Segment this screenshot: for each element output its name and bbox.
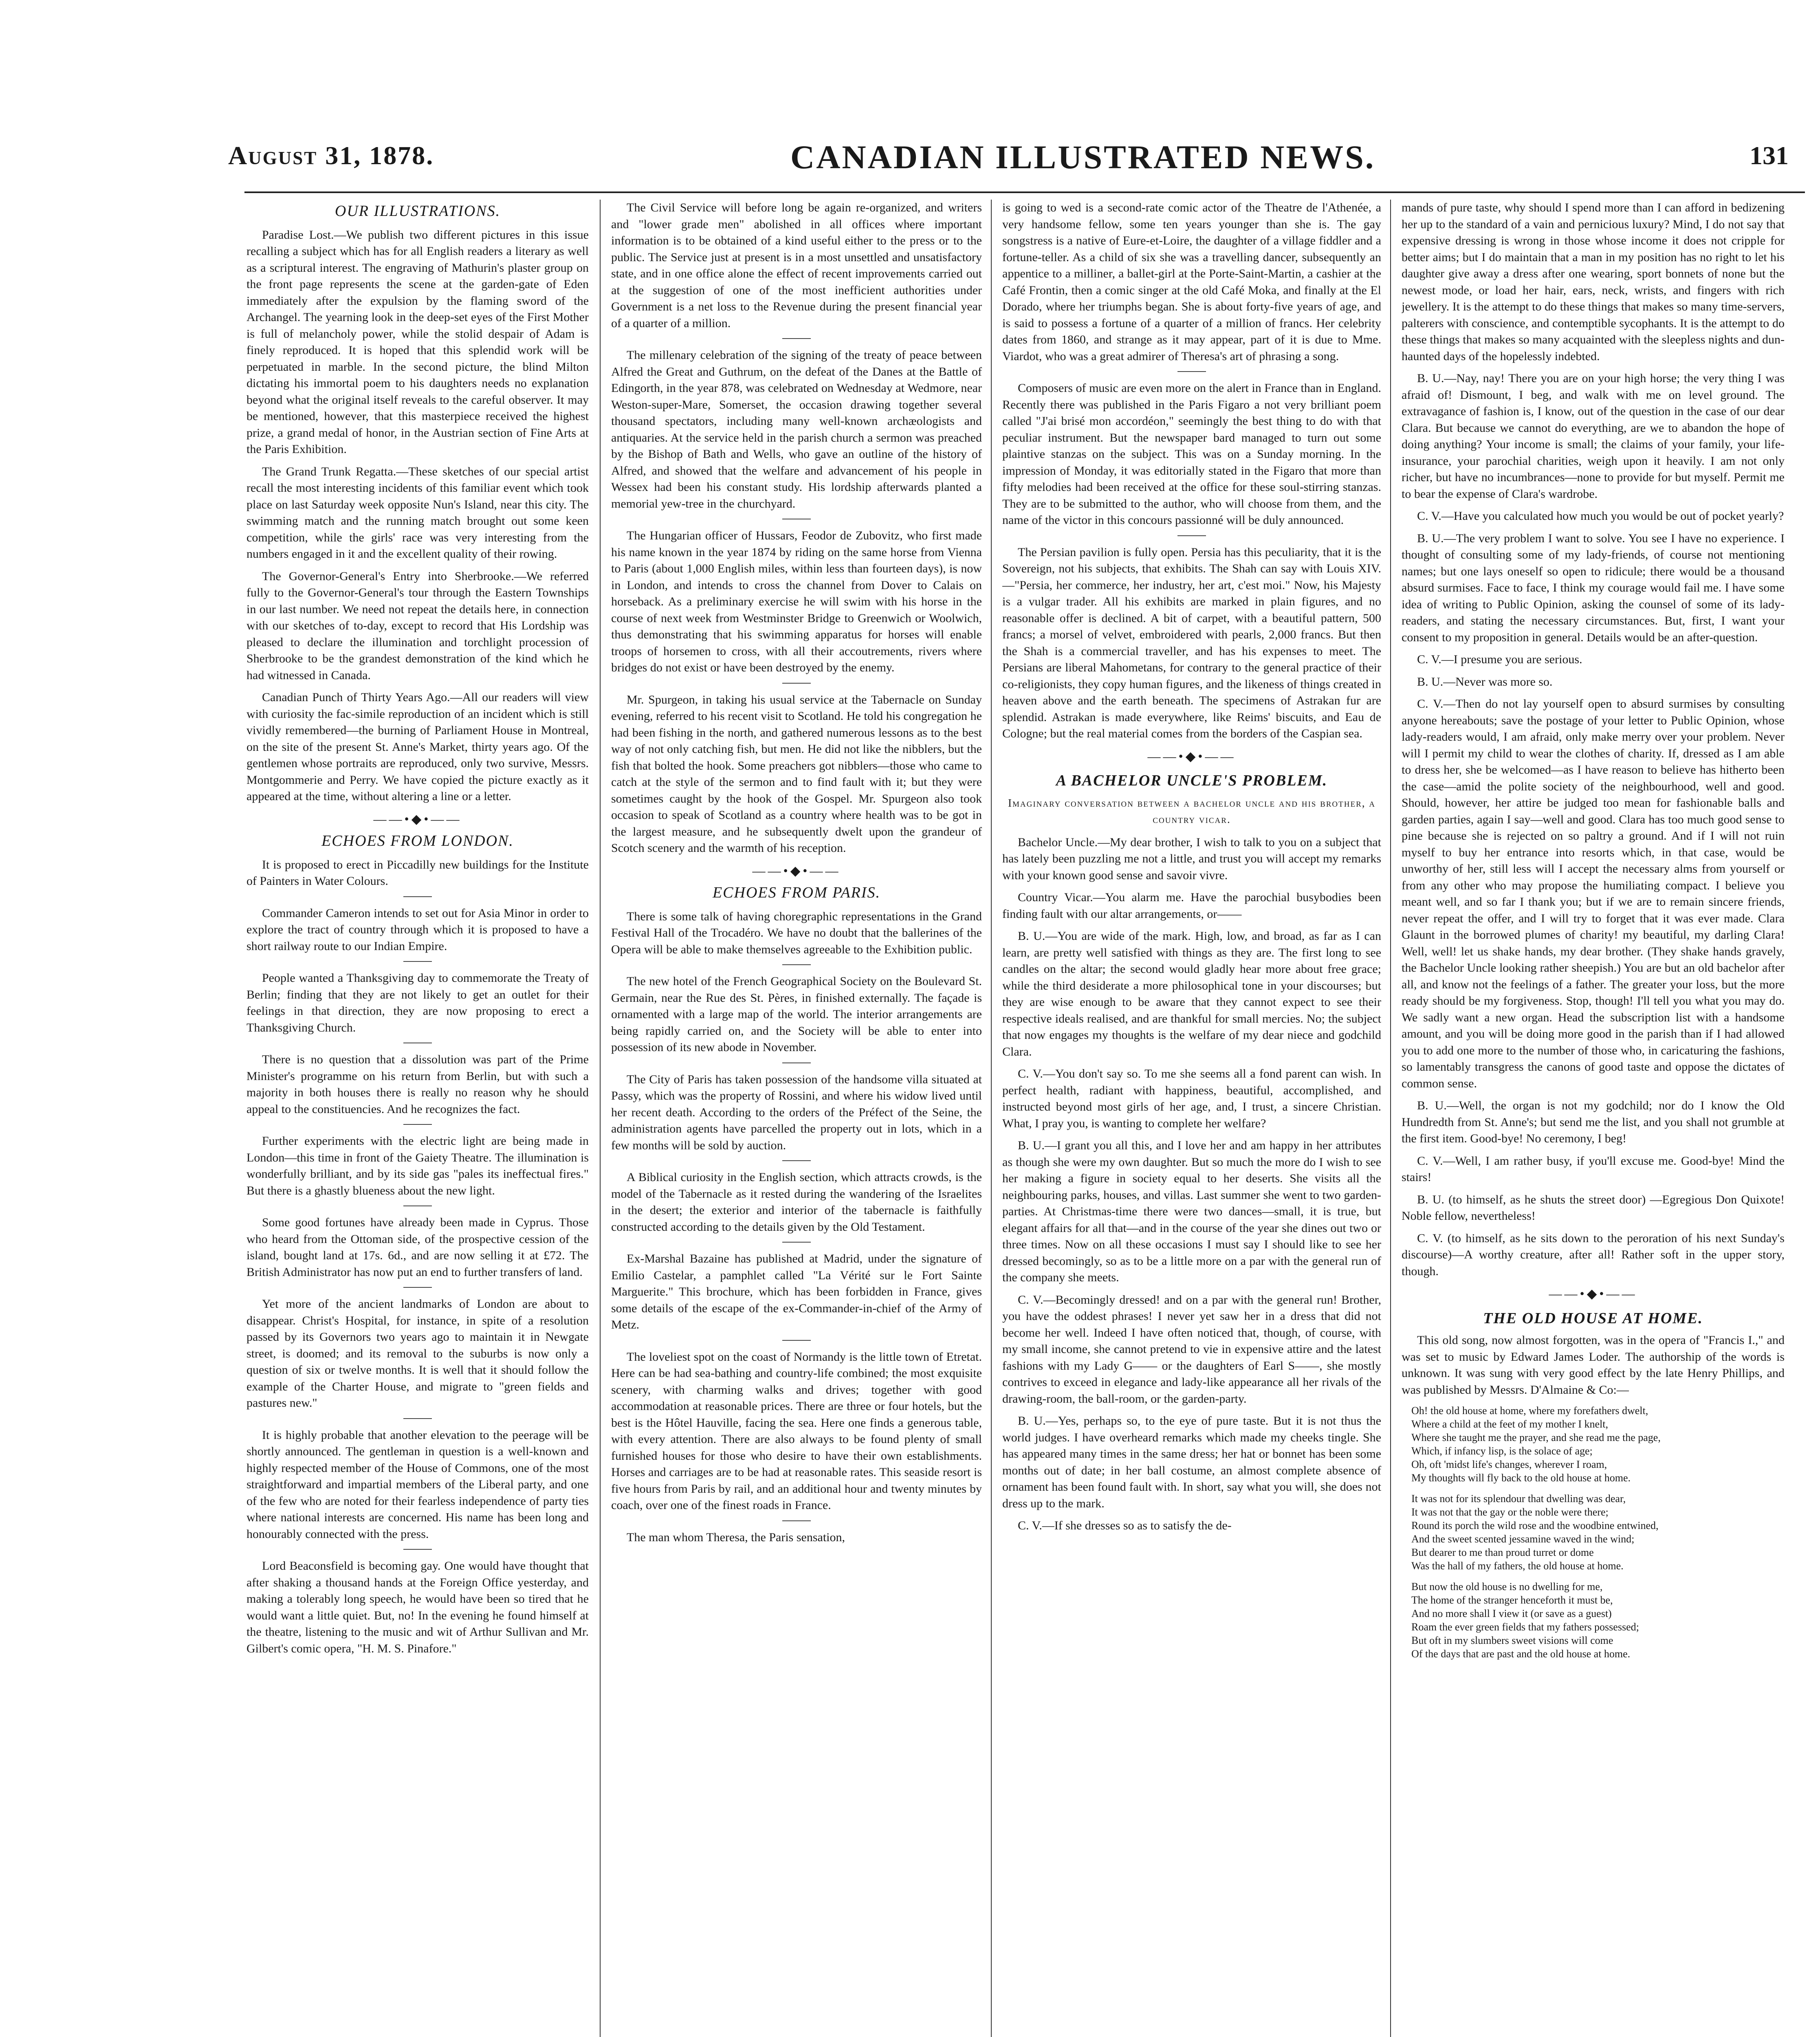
poem-line: Oh, oft 'midst life's changes, wherever I roam,	[1411, 1458, 1607, 1470]
poem-line: Roam the ever green fields that my fathers possessed;	[1411, 1621, 1639, 1633]
section-ornament: ——•◆•——	[1549, 1286, 1637, 1301]
dialogue-paragraph: B. U.—Yes, perhaps so, to the eye of pure taste. But it is not thus the world judges. I have overheard remarks which made my cheeks tingle. She has appeared many times in the same dress; her hat or bonnet has been some months out of date; in her ball costume, an almost complete absence of ornament has been found fault with. In short, say what you will, she does not dress up to the mark.	[1002, 1414, 1381, 1510]
dialogue-paragraph: C. V.—If she dresses so as to satisfy the de-	[1018, 1519, 1232, 1532]
poem-line: Where a child at the feet of my mother I knelt,	[1411, 1418, 1608, 1430]
news-item: The man whom Theresa, the Paris sensation,	[627, 1530, 845, 1544]
poem-line: My thoughts will fly back to the old house at home.	[1411, 1472, 1631, 1484]
item-divider	[403, 1124, 432, 1125]
item-divider	[1177, 371, 1206, 372]
news-item: The new hotel of the French Geographical Society on the Boulevard St. Germain, near the Rue des St. Pères, in finished externally. The façade is ornamented with a large map of the world. The interior arrangements are being rapidly carried on, and the Society will be able to enter into possession of its new abode in November.	[611, 975, 982, 1054]
poem-line: And the sweet scented jessamine waved in the wind;	[1411, 1533, 1635, 1545]
dialogue-paragraph: B. U. (to himself, as he shuts the street door) —Egregious Don Quixote! Noble fellow, nevertheless!	[1402, 1192, 1785, 1223]
column-2	[611, 200, 982, 2037]
item-divider	[782, 683, 811, 684]
poem-line: Of the days that are past and the old house at home.	[1411, 1648, 1631, 1660]
dialogue-paragraph: C. V.—Becomingly dressed! and on a par with the general run! Brother, you have the oddest phrases! I never yet saw her in a dress that did not become her well. Indeed I have often noticed that, though, of course, with my small income, she cannot pretend to vie in expensive attire and the latest fashions with my Lady G—— or the daughters of Earl S——, she mostly contrives to exceed in elegance and lady-like appearance all her rivals of the drawing-room, the ball-room, or the garden-party.	[1002, 1293, 1381, 1406]
item-divider	[782, 1160, 811, 1161]
dialogue-paragraph: C. V.—Then do not lay yourself open to absurd surmises by consulting anyone hereabouts; save the postage of your letter to Public Opinion, whose lady-readers would, I am afraid, only make merry over your problem. Never will I permit my child to wear the clothes of charity. If, dressed as I am able to dress her, she be welcomed—as I have reason to believe has hitherto been the case—amid the polite society of the neighbourhood, well and good. Should, however, her attire be judged too mean for fashionable balls and garden parties, again I say—well and good. Clara has too much good sense to pine because she is rejected on so paltry a ground. And if I will not ruin myself to buy her entrance into resorts which, in that case, would be unworthy of her, still less will I accept the necessary alms from yourself or from any other who may propose the humiliating compact. I believe you meant well, and so far I thank you; but if we are to remain sincere friends, never repeat the offer, and I will try to forget that it was ever made. Clara Glaunt in the borrowed plumes of charity! my beautiful, my darling Clara! Well, well! let us shake hands, my dear brother. (They shake hands gravely, the Bachelor Uncle looking rather sheepish.) You are but an old bachelor after all, and know not the feelings of a father. The greater your loss, but the more ready should be my forgiveness. Stop, though! I'll tell you what you may do. We sadly want a new organ. Head the subscription list with a handsome amount, and you will be doing more good in the parish than if I had allowed you to add one more to the number of those who, in caricaturing the fashions, so lamentably transgress the canons of good taste and oppose the dictates of common sense.	[1402, 697, 1785, 1090]
poem-line: Which, if infancy lisp, is the solace of age;	[1411, 1445, 1593, 1457]
news-item: It is proposed to erect in Piccadilly new buildings for the Institute of Painters in Water Colours.	[246, 858, 589, 888]
item-divider	[403, 1418, 432, 1419]
news-item: There is some talk of having choregraphic representations in the Grand Festival Hall of the Trocadéro. We have no doubt that the ballerines of the Opera will be able to make themselves agreeable to the Exhibition public.	[611, 909, 982, 956]
news-item: Yet more of the ancient landmarks of London are about to disappear. Christ's Hospital, for instance, in spite of a resolution passed by its Governors two years ago to maintain it in Newgate street, is doomed; and its removal to the suburbs is now only a question of six or twelve months. It is well that it should follow the example of the Charter House, and migrate to "green fields and pastures new."	[246, 1297, 589, 1410]
item-divider	[782, 1520, 811, 1521]
section-heading-our-illustrations: OUR ILLUSTRATIONS.	[335, 202, 501, 220]
poem-line: Oh! the old house at home, where my forefathers dwelt,	[1411, 1405, 1648, 1417]
news-item: The loveliest spot on the coast of Normandy is the little town of Etretat. Here can be had sea-bathing and country-life combined; the most exquisite scenery, with charming walks and drives; together with good accommodation at reasonable prices. There are three or four hotels, but the best is the Hôtel Hauville, facing the sea. Here one finds a generous table, with every attention. There are also always to be found plenty of small furnished houses for those who desire to have their own establishments. Horses and carriages are to be had at reasonable rates. This seaside resort is five hours from Paris by rail, and an additional hour and twenty minutes by coach, over one of the finest roads in France.	[611, 1350, 982, 1512]
news-item: There is no question that a dissolution was part of the Prime Minister's programme on his return from Berlin, but with such a majority in both houses there is really no reason why he should appeal to the constituencies. And he recognizes the fact.	[246, 1053, 589, 1116]
article-paragraph: Paradise Lost.—We publish two different pictures in this issue recalling a subject which has for all English readers a literary as well as a scriptural interest. The engraving of Mathurin's plaster group on the front page represents the scene at the garden-gate of Eden immediately after the expulsion by the flaming sword of the Archangel. The yearning look in the deep-set eyes of the First Mother is full of melancholy power, while the stolid despair of Adam is finely reproduced. It is hoped that this splendid work will be perpetuated in marble. In the second picture, the blind Milton dictating his immortal poem to his daughters needs no explanation beyond what the original itself reveals to the careful observer. It may be mentioned, however, that this masterpiece received the highest prize, a grand medal of honor, in the Austrian section of Fine Arts at the Paris Exhibition.	[246, 228, 589, 456]
item-divider	[782, 1340, 811, 1341]
news-item: Lord Beaconsfield is becoming gay. One would have thought that after shaking a thousand hands at the Foreign Office yesterday, and making a tolerably long speech, he would have been so tired that he would want a little quiet. But, no! In the evening he found himself at the theatre, listening to the music and wit of Arthur Sullivan and Mr. Gilbert's comic opera, "H. M. S. Pinafore."	[246, 1559, 589, 1655]
section-ornament: ——•◆•——	[752, 863, 841, 878]
item-divider	[1177, 535, 1206, 536]
news-item: The Persian pavilion is fully open. Persia has this peculiarity, that it is the Sovereign, not his subjects, that exhibits. The Shah can say with Louis XIV.—"Persia, her commerce, her industry, her art, c'est moi." Now, his Majesty is a vulgar trader. All his exhibits are marked in plain figures, and no reasonable offer is declined. A bit of carpet, with a beautiful pattern, 500 francs; a morsel of velvet, embroidered with pearls, 2,000 francs. But then the Shah is a commercial traveller, and has his expenses to meet. The Persians are liberal Mahometans, for contrary to the general practice of their co-religionists, they copy human figures, and the likeness of things created in heaven above and the earth beneath. The specimens of Astrakan fur are splendid. Astrakan is made everywhere, like Reims' biscuits, and Eau de Cologne; but the real material comes from the borders of the Caspian sea.	[1002, 545, 1381, 740]
news-item: The Civil Service will before long be again re-organized, and writers and "lower grade men" abolished in all offices where important information is to be obtained of a kind useful either to the press or to the public. The Service just at present is in a most unsettled and unsatisfactory state, and in one office alone the effect of recent improvements carried out at the suggestion of one of the most inefficient authorities under Government is a net loss to the Revenue during the present financial year of a quarter of a million.	[611, 201, 982, 330]
dialogue-paragraph: C. V.—Have you calculated how much you would be out of pocket yearly?	[1417, 509, 1784, 523]
issue-date: August 31, 1878.	[228, 141, 434, 170]
article-paragraph: This old song, now almost forgotten, was in the opera of "Francis I.," and was set to music by Edward James Loder. The authorship of the words is unknown. It was sung with very good effect by the late Henry Phillips, and was published by Messrs. D'Almaine & Co:—	[1402, 1333, 1785, 1397]
news-item: The City of Paris has taken possession of the handsome villa situated at Passy, which was the property of Rossini, and where his widow lived until her recent death. According to the orders of the Préfect of the Seine, the administration agents have parcelled the property out in lots, which in a few months will be sold by auction.	[611, 1072, 982, 1152]
article-paragraph: Canadian Punch of Thirty Years Ago.—All our readers will view with curiosity the fac-simile reproduction of an incident which is still vividly remembered—the burning of Parliament House in Montreal, on the site of the present St. Anne's Market, thirty years ago. Of the gentlemen whose portraits are reproduced, only two survive, Messrs. Montgommerie and Perry. We have copied the picture exactly as it appeared at the time, without altering a line or a letter.	[246, 691, 589, 803]
dialogue-paragraph: C. V.—You don't say so. To me she seems all a fond parent can wish. In perfect health, radiant with happiness, beautiful, accomplished, and instructed beyond most girls of her age, and, I trust, a sincere Christian. What, I pray you, is wanting to complete her welfare?	[1002, 1067, 1381, 1130]
dialogue-paragraph: B. U.—I grant you all this, and I love her and am happy in her attributes as though she were my own daughter. But so much the more do I wish to see her making a figure in society equal to her deserts. She visits all the neighbouring parks, houses, and villas. Last summer she went to two garden-parties. At Christmas-time there were two dances—small, it is true, but elegant affairs for all that—and in the course of the year she dines out two or three times. Now on all these occasions I must say I should like to see her dressed becomingly, so as to be a little more on a par with the general run of the company she meets.	[1002, 1139, 1381, 1284]
header-rule	[244, 191, 1805, 193]
poem-line: But dearer to me than proud turret or dome	[1411, 1546, 1594, 1558]
news-item: Mr. Spurgeon, in taking his usual service at the Tabernacle on Sunday evening, referred to his recent visit to Scotland. He told his congregation he had been fishing in the north, and gathered numerous lessons as to the best way of not only catching fish, but men. He did not like the nibblers, but the fish that bolted the hook. Some preachers got nibblers—those who came to catch at the style of the sermon and to find fault with it; but they were sometimes caught by the hook of the Gospel. Mr. Spurgeon also took occasion to speak of Scotland as a country where health was to be got in the largest measure, and he subsequently dwelt upon the grandeur of Scotch scenery and the warmth of his reception.	[611, 693, 982, 855]
item-divider	[403, 961, 432, 962]
section-ornament: ——•◆•——	[1147, 748, 1236, 763]
news-item: A Biblical curiosity in the English section, which attracts crowds, is the model of the Tabernacle as it rested during the wandering of the Israelites in the desert; the exterior and interior of the tabernacle is faithfully constructed according to the details given by the Old Testament.	[611, 1170, 982, 1234]
item-divider	[782, 1062, 811, 1063]
news-item: Some good fortunes have already been made in Cyprus. Those who heard from the Ottoman side, of the prospective cession of the island, bought land at 17s. 6d., and are now selling it at £72. The British Administrator has now put an end to further transfers of land.	[246, 1216, 589, 1279]
column-3	[1002, 200, 1381, 2037]
news-item: The millenary celebration of the signing of the treaty of peace between Alfred the Great and Guthrum, on the defeat of the Danes at the Battle of Edingorth, in the year 878, was celebrated on Wednesday at Wedmore, near Weston-super-Mare, Somerset, the occasion drawing together several thousand spectators, including many well-known archæologists and antiquaries. At the service held in the parish church a sermon was preached by the Bishop of Bath and Wells, who gave an outline of the history of Alfred, and showed that the welfare and advancement of his people in Wessex had been his constant study. His lordship afterwards planted a memorial yew-tree in the churchyard.	[611, 348, 982, 510]
article-subheading: Imaginary conversation between a bachelor uncle and his brother, a country vicar.	[1008, 796, 1375, 825]
dialogue-paragraph: Country Vicar.—You alarm me. Have the parochial busybodies been finding fault with our altar arrangements, or——	[1002, 891, 1381, 921]
column-rule	[600, 200, 601, 2037]
item-divider	[782, 964, 811, 965]
dialogue-paragraph: C. V.—I presume you are serious.	[1417, 653, 1582, 666]
poem-line: It was not that the gay or the noble were there;	[1411, 1506, 1609, 1518]
dialogue-paragraph: B. U.—You are wide of the mark. High, low, and broad, as far as I can learn, are pretty well satisfied with things as they are. The first long to see candles on the altar; the second would gladly hear more about free grace; while the third desiderate a more philosophical tone in your discourses; but they are wise enough to be aware that they cannot expect to see their respective ideals realised, and are thankful for small mercies. No; the subject that now engages my thoughts is the welfare of my dear niece and godchild Clara.	[1002, 929, 1381, 1058]
column-4	[1402, 200, 1785, 2037]
page-number: 131	[1750, 141, 1789, 170]
poem-line: The home of the stranger henceforth it must be,	[1411, 1594, 1613, 1606]
section-heading-echoes-paris: ECHOES FROM PARIS.	[712, 884, 881, 901]
news-item: is going to wed is a second-rate comic actor of the Theatre de l'Athenée, a very handsome fellow, some ten years younger than she is. The gay songstress is a native of Eure-et-Loire, the daughter of a village fiddler and a fortune-teller. As a child of six she was a travelling dancer, subsequently an appentice to a milliner, a ballet-girl at the Porte-Saint-Martin, a cashier at the Café Frontin, then a comic singer at the old Café Moka, and finally at the El Dorado, where her triumphs began. She is about forty-five years of age, and is said to possess a fortune of a quarter of a million of francs. Her celebrity dates from 1860, and strange as it may appear, part of it is due to Mme. Viardot, who was a great admirer of Theresa's art of phrasing a song.	[1002, 201, 1381, 363]
song-lyrics	[1411, 1404, 1785, 1661]
page-header	[228, 141, 1789, 189]
column-rule	[991, 200, 992, 2037]
section-heading-old-house: THE OLD HOUSE AT HOME.	[1483, 1309, 1703, 1327]
item-divider	[782, 1242, 811, 1243]
poem-line: But now the old house is no dwelling for me,	[1411, 1581, 1603, 1593]
dialogue-paragraph: Bachelor Uncle.—My dear brother, I wish to talk to you on a subject that has lately been puzzling me not a little, and trust you will accept my remarks with your known good sense and savoir vivre.	[1002, 835, 1381, 882]
masthead-title: CANADIAN ILLUSTRATED NEWS.	[790, 139, 1375, 176]
item-divider	[403, 1287, 432, 1288]
dialogue-paragraph: C. V. (to himself, as he sits down to the peroration of his next Sunday's discourse)—A worthy creature, after all! Rather soft in the upper story, though.	[1402, 1231, 1785, 1278]
dialogue-paragraph: mands of pure taste, why should I spend more than I can afford in bedizening her up to the standard of a vain and pernicious luxury? Mind, I do not say that expensive dressing is wrong in those whose income it does not cripple for better aims; but I do maintain that a man in my position has no right to let his daughter give away a dress after one wearing, sport bonnets of none but the newest mode, or load her hair, ears, neck, wrists, and fingers with rich jewellery. It is the attempt to do these things that makes so many time-servers, palterers with conscience, and contemptible sycophants. It is the attempt to do these things that makes so many acquainted with the sleepless nights and dun-haunted days of the hopelessly indebted.	[1402, 201, 1785, 363]
poem-line: And no more shall I view it (or save as a guest)	[1411, 1608, 1612, 1619]
news-item: It is highly probable that another elevation to the peerage will be shortly announced. The gentleman in question is a well-known and highly respected member of the House of Commons, one of the most straightforward and impartial members of the Liberal party, and one of the few who are noted for their fearless independence of party ties where national interests are concerned. His name has been long and honourably connected with the press.	[246, 1428, 589, 1541]
news-item: Ex-Marshal Bazaine has published at Madrid, under the signature of Emilio Castelar, a pamphlet called "La Vérité sur le Fort Sainte Marguerite." This brochure, which has been forbidden in France, gives some details of the escape of the ex-Commander-in-chief of the Army of Metz.	[611, 1252, 982, 1331]
news-item: The Hungarian officer of Hussars, Feodor de Zubovitz, who first made his name known in the year 1874 by riding on the same horse from Vienna to Paris (about 1,000 English miles, within less than fourteen days), is now in London, and intends to cross the channel from Dover to Calais on horseback. As a preliminary exercise he will swim with his horse in the course of next week from Westminster Bridge to Greenwich or Woolwich, thus demonstrating that his swimming apparatus for horses will enable troops of horsemen to cross, with all their accoutrements, rivers where bridges do not exist or have been destroyed by the enemy.	[611, 529, 982, 674]
item-divider	[403, 1549, 432, 1550]
section-ornament: ——•◆•——	[373, 811, 462, 826]
dialogue-paragraph: B. U.—The very problem I want to solve. You see I have no experience. I thought of consulting some of my lady-friends, of course not mentioning names; but one lays oneself so open to ridicule; there would be a thousand absurd surmises. Face to face, I think my courage would fail me. I have some idea of writing to Public Opinion, asking the counsel of some of its lady-readers, and stating the necessary circumstances. But, first, I want your consent to my proposition in general. Details would be an after-question.	[1402, 531, 1785, 644]
item-divider	[403, 1205, 432, 1206]
item-divider	[403, 896, 432, 897]
poem-line: But oft in my slumbers sweet visions will come	[1411, 1634, 1613, 1646]
news-item: Commander Cameron intends to set out for Asia Minor in order to explore the tract of country through which it is proposed to have a short railway route to our Indian Empire.	[246, 906, 589, 953]
news-item: People wanted a Thanksgiving day to commemorate the Treaty of Berlin; finding that they are not likely to get an outlet for their feelings in that direction, they are now proposing to erect a Thanksgiving Church.	[246, 971, 589, 1034]
article-paragraph: The Governor-General's Entry into Sherbrooke.—We referred fully to the Governor-General's tour through the Eastern Townships in our last number. We need not repeat the details here, in connection with our sketches of to-day, except to record that His Lordship was pleased to declare the illumination and torchlight procession of Sherbrooke to be the grandest demonstration of the kind which he had witnessed in Canada.	[246, 569, 589, 682]
dialogue-paragraph: B. U.—Well, the organ is not my godchild; nor do I know the Old Hundredth from St. Anne's; but send me the list, and you shall not grumble at the first item. Good-bye! No ceremony, I beg!	[1402, 1099, 1785, 1145]
news-item: Further experiments with the electric light are being made in London—this time in front of the Gaiety Theatre. The illumination is wonderfully brilliant, and by its side gas "pales its ineffectual fires." But there is a ghastly blueness about the new light.	[246, 1134, 589, 1197]
section-heading-bachelor-uncle: A BACHELOR UNCLE'S PROBLEM.	[1056, 772, 1328, 789]
poem-line: It was not for its splendour that dwelling was dear,	[1411, 1493, 1626, 1505]
item-divider	[782, 338, 811, 339]
poem-line: Round its porch the wild rose and the woodbine entwined,	[1411, 1520, 1659, 1531]
dialogue-paragraph: C. V.—Well, I am rather busy, if you'll excuse me. Good-bye! Mind the stairs!	[1402, 1154, 1785, 1184]
poem-line: Where she taught me the prayer, and she read me the page,	[1411, 1432, 1661, 1443]
poem-line: Was the hall of my fathers, the old house at home.	[1411, 1560, 1624, 1572]
column-1	[246, 200, 589, 2037]
column-rule	[1390, 200, 1391, 2037]
dialogue-paragraph: B. U.—Nay, nay! There you are on your high horse; the very thing I was afraid of! Dismount, I beg, and walk with me on level ground. The extravagance of fashion is, I know, out of the question in the case of our dear Clara. But because we cannot do everything, are we to abandon the hope of doing anything? Your income is small; the claims of your family, your life-insurance, your parochial charities, weigh upon it heavily. I am not only richer, but have no incumbrances—none to provide for but myself. Permit me to bear the expense of Clara's wardrobe.	[1402, 372, 1785, 501]
news-item: Composers of music are even more on the alert in France than in England. Recently there was published in the Paris Figaro a not very brilliant poem called "J'ai brisé mon accordéon," seemingly the best thing to do with that peculiar instrument. But the newspaper bard managed to turn out some plaintive stanzas on the subject. This was on a Sunday morning. In the impression of Monday, it was editorially stated in the Figaro that more than fifty melodies had been received at the office for these soul-stirring stanzas. They are to be submitted to the author, who will choose from them, and the name of the victor in this concours passionné will be duly announced.	[1002, 381, 1381, 527]
section-heading-echoes-london: ECHOES FROM LONDON.	[321, 832, 514, 849]
article-paragraph: The Grand Trunk Regatta.—These sketches of our special artist recall the most interesting incidents of this familiar event which took place on last Saturday week opposite Nun's Island, near this city. The swimming match and the running match brought out some keen competition, while the girls' race was very interesting from the numbers engaged in it and the excellent quality of their rowing.	[246, 464, 589, 561]
dialogue-paragraph: B. U.—Never was more so.	[1417, 675, 1553, 689]
